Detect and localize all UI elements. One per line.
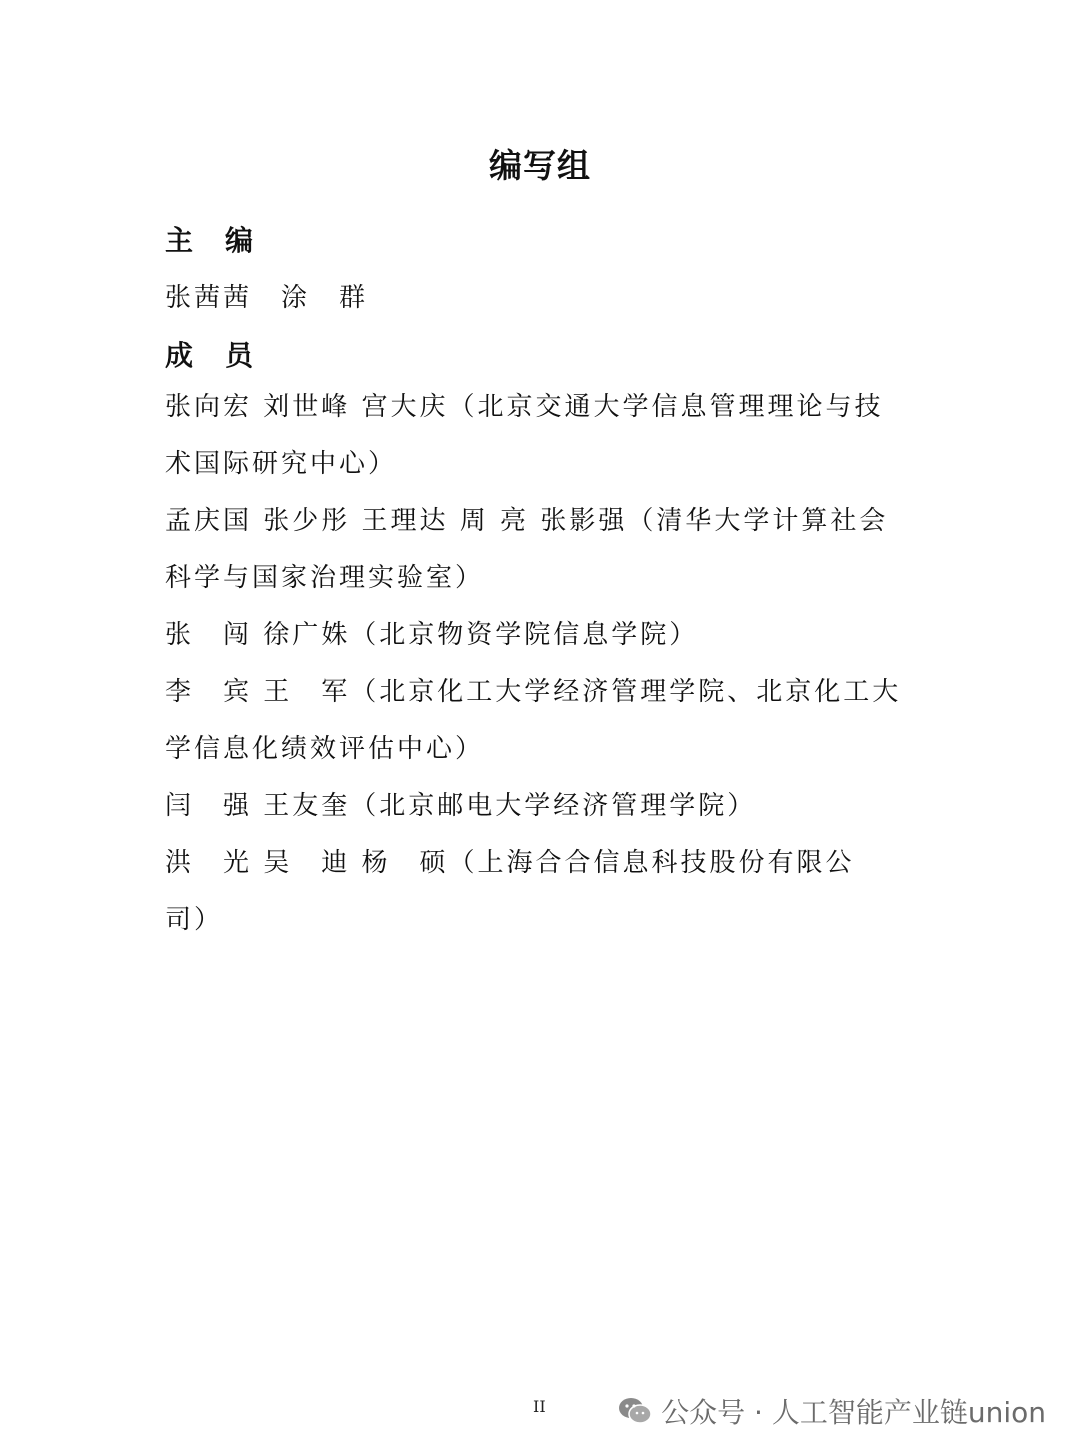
member-entry-line: 洪 光 吴 迪 杨 硕（上海合合信息科技股份有限公 xyxy=(165,848,855,878)
watermark-text: 公众号 · 人工智能产业链union xyxy=(661,1396,1046,1429)
member-entry xyxy=(165,835,910,949)
member-entry-line: 科学与国家治理实验室） xyxy=(165,563,485,593)
page-title: 编写组 xyxy=(489,146,591,185)
member-entry-line: 术国际研究中心） xyxy=(165,449,398,479)
member-entry-line: 闫 强 王友奎（北京邮电大学经济管理学院） xyxy=(165,791,757,821)
page-number: II xyxy=(533,1397,546,1416)
member-entry xyxy=(165,607,910,664)
wechat-icon xyxy=(617,1396,653,1426)
chief-editor-heading: 主 编 xyxy=(165,224,256,257)
member-entry xyxy=(165,379,910,493)
member-entry-line: 司） xyxy=(165,905,224,935)
member-entry xyxy=(165,778,910,835)
members-list xyxy=(165,379,910,949)
member-entry xyxy=(165,664,910,778)
content xyxy=(165,218,910,949)
member-entry-line: 孟庆国 张少彤 王理达 周 亮 张影强（清华大学计算社会 xyxy=(165,506,889,536)
footer xyxy=(0,1391,1080,1431)
watermark xyxy=(617,1391,1046,1431)
chief-editor-names: 张茜茜 涂 群 xyxy=(165,283,369,313)
member-entry xyxy=(165,493,910,607)
member-entry-line: 学信息化绩效评估中心） xyxy=(165,734,485,764)
member-entry-line: 李 宾 王 军（北京化工大学经济管理学院、北京化工大 xyxy=(165,677,902,707)
member-entry-line: 张向宏 刘世峰 宫大庆（北京交通大学信息管理理论与技 xyxy=(165,392,884,422)
member-entry-line: 张 闯 徐广姝（北京物资学院信息学院） xyxy=(165,620,699,650)
members-heading: 成 员 xyxy=(165,339,256,372)
